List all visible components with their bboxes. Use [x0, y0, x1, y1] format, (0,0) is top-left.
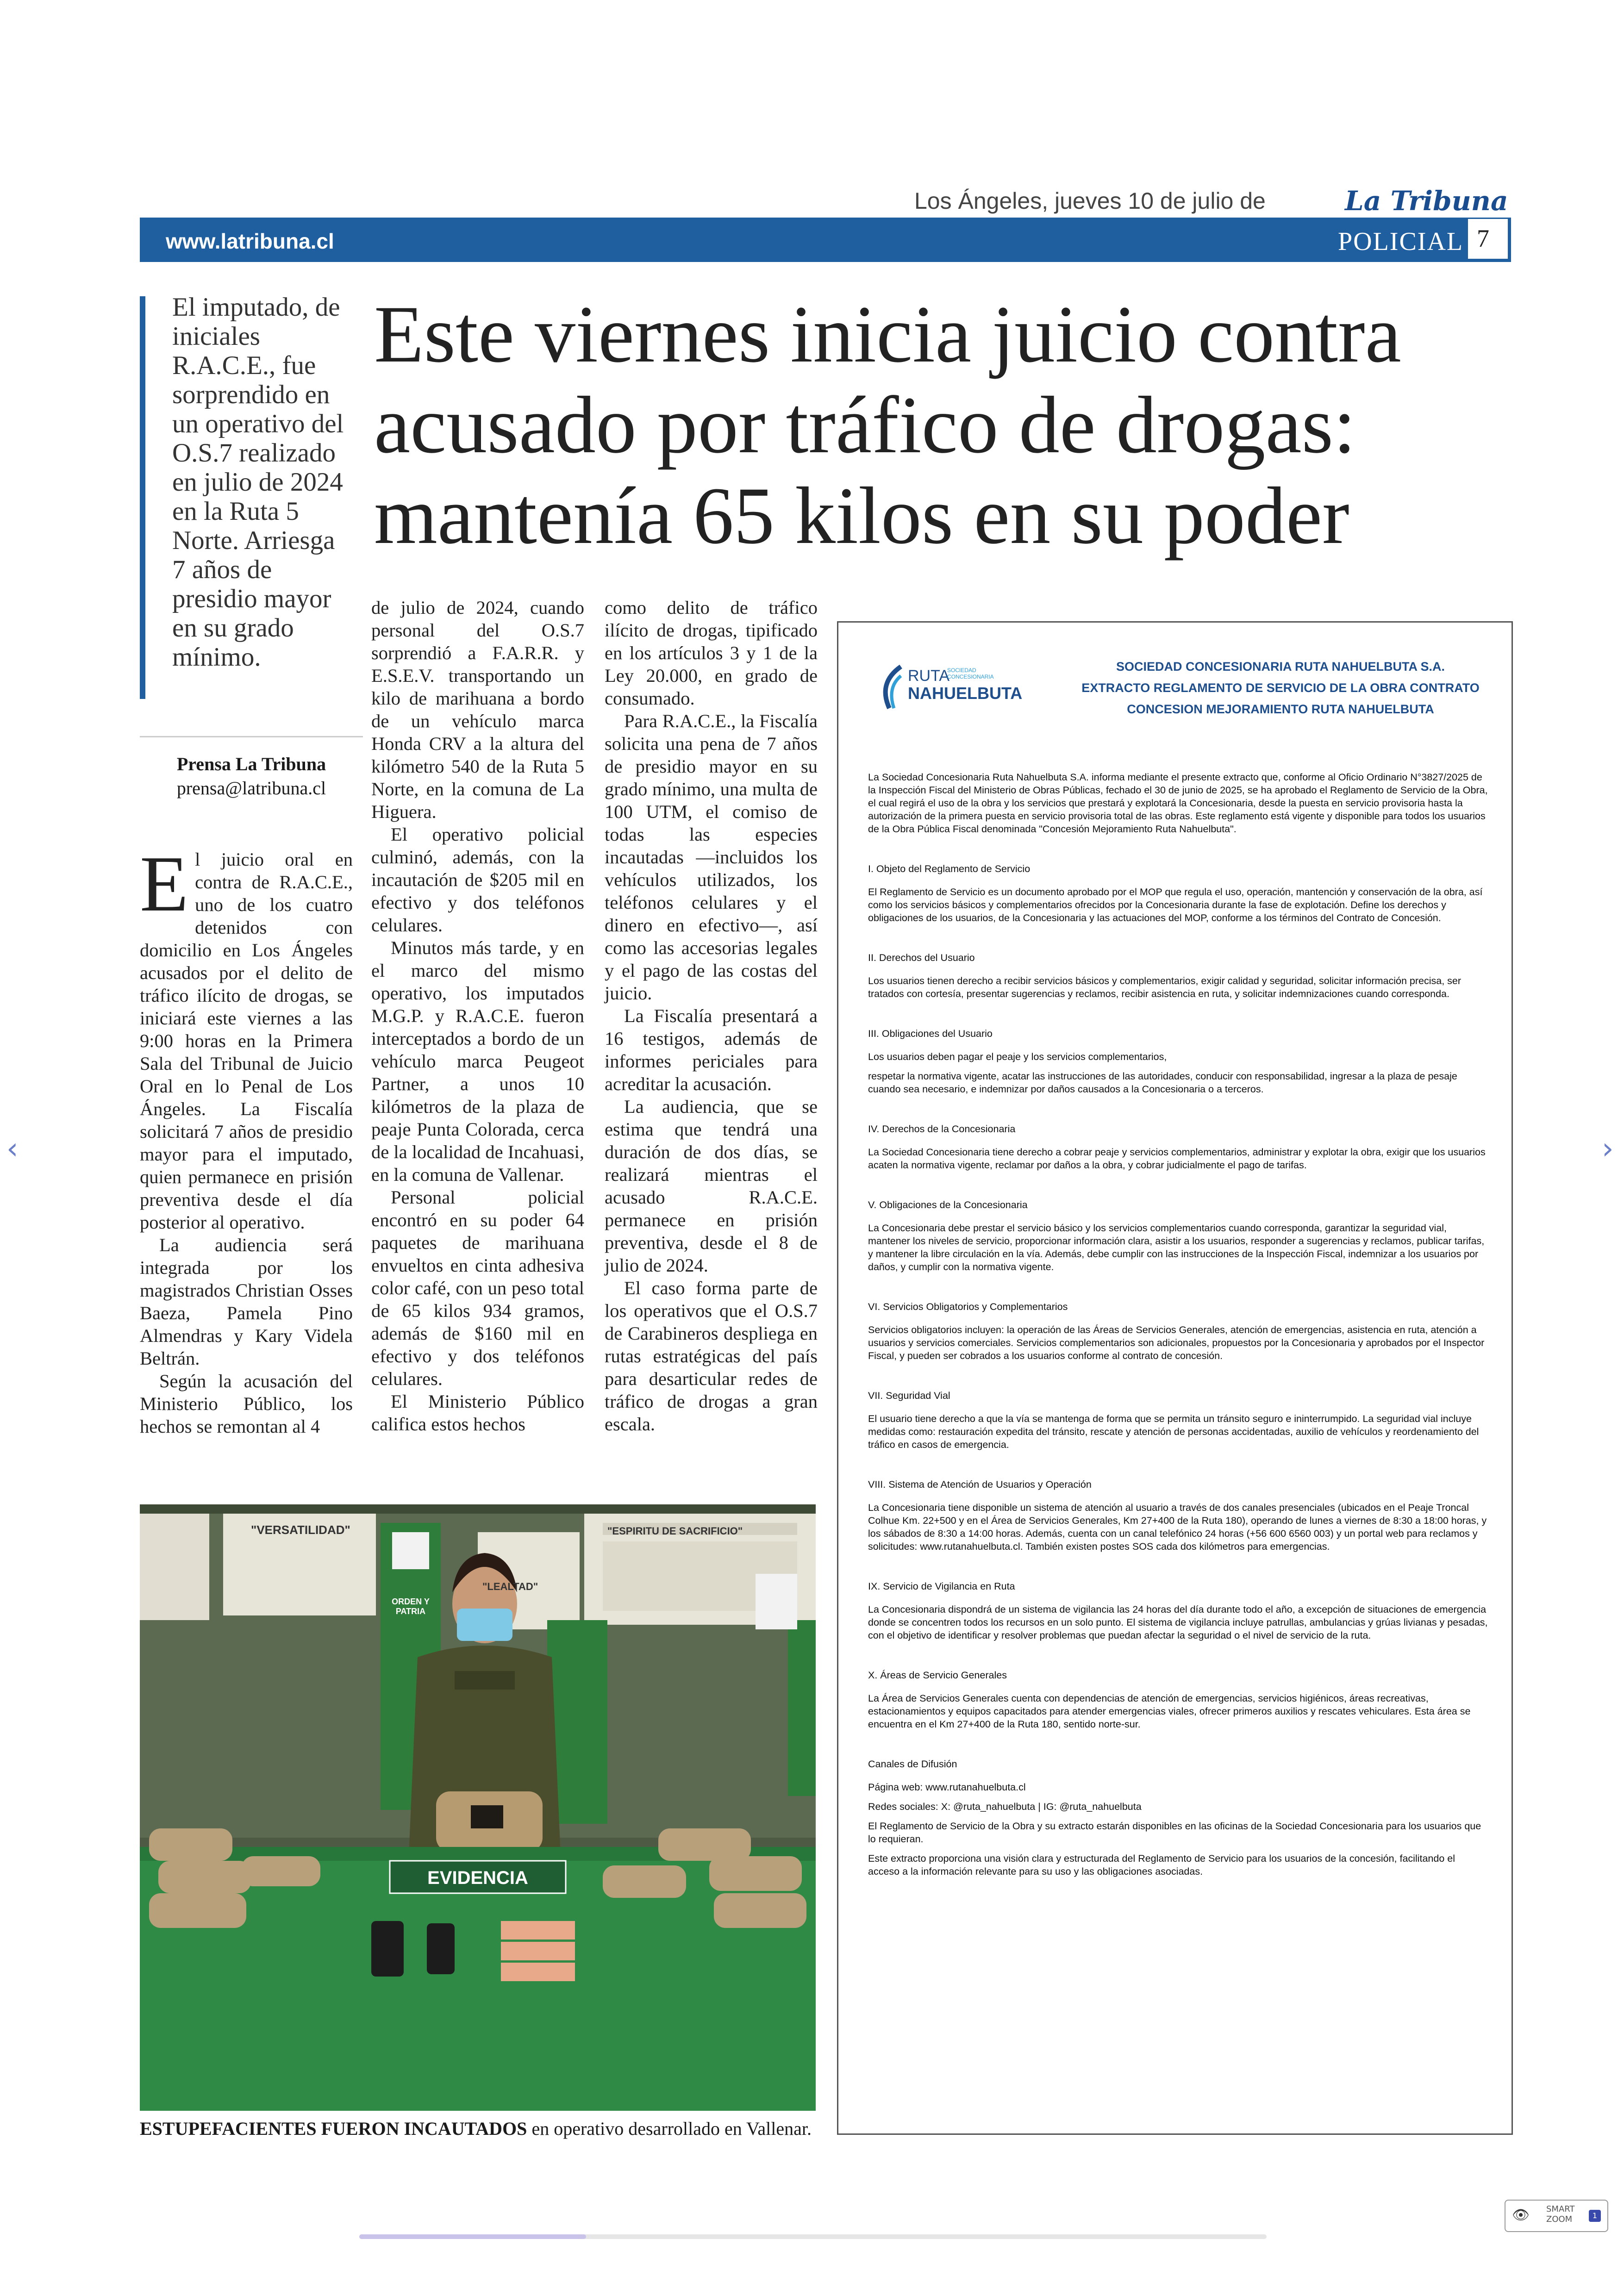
paragraph: El juicio oral en contra de R.A.C.E., uno de los cuatro detenidos con domicilio en Los Ángeles acusados por el delito de tráfico ilícito de drogas, se iniciará este viernes a las 9:00 horas en la Primera Sala del Tribunal de Juicio Oral en lo Penal de Los Ángeles. La Fiscalía solicitará 7 años de presidio mayor para el imputado, quien permanece en prisión preventiva desde el día posterior al operativo. — [140, 840, 353, 1233]
next-page-icon[interactable]: › — [1602, 1132, 1614, 1166]
article-summary: El imputado, de iniciales R.A.C.E., fue sorprendido en un operativo del O.S.7 realizado en julio de 2024 en la Ruta 5 Norte. Arriesga 7 años de presidio mayor en su grado mínimo. — [172, 293, 344, 672]
article-column-3 — [605, 596, 818, 1435]
notice-title: SOCIEDAD CONCESIONARIA RUTA NAHUELBUTA S.A. EXTRACTO REGLAMENTO DE SERVICIO DE LA OBRA CONTRATO CONCESION MEJORAMIENTO RUTA NAHUELBUTA — [1081, 660, 1480, 716]
notice-paragraph: La Concesionaria tiene disponible un sistema de atención al usuario a través de dos canales presenciales (ubicados en el Peaje Troncal Colhue Km. 22+500 y en el Área de Servicios Generales, Km 27+400 de la Ruta 180), operando de lunes a viernes de 8:30 a 18:00 horas, y los sábados de 8:30 a 14:00 horas. Además, cuenta con un canal telefónico 24 horas (+56 600 6560 003) y un portal web para reclamos y solicitudes: www.rutanahuelbuta.cl. También existen postes SOS cada dos kilómetros para emergencias. — [868, 1502, 1487, 1552]
notice-heading: IX. Servicio de Vigilancia en Ruta — [868, 1581, 1015, 1592]
headline: Este viernes inicia juicio contra acusado por tráfico de drogas: mantenía 65 kilos en su poder — [374, 289, 1401, 561]
paragraph: La Fiscalía presentará a 16 testigos, además de informes periciales para acreditar la acusación. — [605, 1005, 818, 1094]
dateline: Los Ángeles, jueves 10 de julio de — [914, 188, 1266, 214]
notice-heading: X. Áreas de Servicio Generales — [868, 1670, 1007, 1681]
page-progress-fill — [359, 2234, 586, 2239]
header-bar — [140, 218, 1511, 262]
ruta-logo-icon — [875, 664, 903, 711]
photo-caption: ESTUPEFACIENTES FUERON INCAUTADOS en operativo desarrollado en Vallenar. — [140, 2118, 812, 2139]
notice-body — [868, 771, 1488, 1884]
paragraph: La audiencia, que se estima que tendrá una duración de dos días, se realizará mientras el acusado R.A.C.E. permanece en prisión preventiva, desde el 8 de julio de 2024. — [605, 1096, 818, 1276]
banner-text: "LEALTAD" — [482, 1581, 538, 1592]
notice-heading: VII. Seguridad Vial — [868, 1390, 950, 1401]
flag-text: ORDEN Y PATRIA — [392, 1597, 430, 1616]
notice-intro: La Sociedad Concesionaria Ruta Nahuelbuta S.A. informa mediante el presente extracto que, conforme al Oficio Ordinario N°3827/2025 de la Inspección Fiscal del Ministerio de Obras Públicas, fechado el 30 de junio de 2025, se ha aprobado el Reglamento de Servicio de la Obra, el cual regirá el uso de la obra y los servicios que prestará y explotará la Concesionaria, desde la puesta en servicio provisoria hasta la autorización de la primera puesta en servicio provisoria total de las obras. Este reglamento está vigente y disponible para todos los usuarios de la Obra Pública Fiscal denominada "Concesión Mejoramiento Ruta Nahuelbuta". — [868, 772, 1488, 835]
notice-logo-top: RUTA — [908, 667, 950, 685]
notice-heading: II. Derechos del Usuario — [868, 952, 975, 963]
notice-paragraph: La Concesionaria debe prestar el servicio básico y los servicios complementarios cuando corresponda, garantizar la seguridad vial, mantener los niveles de servicio, proporcionar información clara, asistir a los usuarios, responder a sugerencias y reclamos, publicar tarifas, y mantener la libre circulación en la vía. Además, debe cumplir con las instrucciones de la Inspección Fiscal, indemnizar a los usuarios por daños, y cumplir con la normativa vigente. — [868, 1222, 1485, 1272]
byline-email: prensa@latribuna.cl — [176, 778, 326, 798]
notice-paragraph: La Concesionaria dispondrá de un sistema de vigilancia las 24 horas del día durante todo el año, a excepción de situaciones de emergencia donde se concentren todos los recursos en un solo punto. El sistema de vigilancia incluye patrullas, ambulancias y grúas livianas y pesadas, con el objetivo de identificar y resolver problemas que puedan afectar la seguridad o el nivel de servicio de la ruta. — [868, 1604, 1488, 1641]
paragraph: como delito de tráfico ilícito de drogas, tipificado en los artículos 3 y 1 de la Ley 20.000, en grado de consumado. — [605, 597, 818, 709]
evidence-sign: EVIDENCIA — [427, 1868, 528, 1888]
paragraph: El caso forma parte de los operativos que el O.S.7 de Carabineros despliega en rutas estratégicas del país para desarticular redes de tráfico de drogas a gran escala. — [605, 1278, 818, 1434]
notice-paragraph: La Sociedad Concesionaria tiene derecho a cobrar peaje y servicios complementarios, administrar y explotar la obra, exigir que los usuarios acaten la normativa vigente, reclamar por daños a la obra, y cobrar judicialmente el pago de tarifas. — [868, 1147, 1486, 1171]
notice-paragraph: Servicios obligatorios incluyen: la operación de las Áreas de Servicios Generales, atención de emergencias, asistencia en ruta, atención a usuarios y servicios comerciales. Servicios complementarios son adicionales, propuestos por la Concesionaria y aprobados por el Inspector Fiscal, y pueden ser cobrados a los usuarios conforme al contrato de concesión. — [868, 1324, 1485, 1361]
notice-paragraph: El Reglamento de Servicio de la Obra y su extracto estarán disponibles en las oficinas de la Sociedad Concesionaria para los usuarios que lo requieran. — [868, 1821, 1481, 1845]
divider — [140, 736, 363, 737]
newspaper-logo: La Tribuna — [1345, 185, 1508, 217]
notice-web: Página web: www.rutanahuelbuta.cl — [868, 1782, 1026, 1793]
paragraph: de julio de 2024, cuando personal del O.S.7 sorprendió a F.A.R.R. y E.S.E.V. transportando un kilo de marihuana a bordo de un vehículo marca Honda CRV a la altura del kilómetro 540 de la Ruta 5 Norte, en la comuna de La Higuera. — [371, 597, 584, 822]
paragraph: El operativo policial culminó, además, con la incautación de $205 mil en efectivo y dos teléfonos celulares. — [371, 824, 584, 935]
byline — [140, 752, 363, 800]
paragraph: Para R.A.C.E., la Fiscalía solicita una pena de 7 años de presidio mayor en su grado mínimo, una multa de 100 UTM, el comiso de todas las especies incautadas —incluidos los vehículos utilizados, los teléfonos celulares y el dinero en efectivo—, así como las accesorias legales y el pago de las costas del juicio. — [605, 711, 818, 1004]
section-label: POLICIAL — [1338, 227, 1464, 256]
zoom-badge: 1 — [1589, 2210, 1601, 2222]
drop-cap: E — [140, 840, 189, 928]
notice-paragraph: El usuario tiene derecho a que la vía se mantenga de forma que se permita un tránsito seguro e ininterrumpido. La seguridad vial incluye medidas como: restauración expedita del tránsito, rescate y atención de personas accidentadas, auxilio de vehículos y reordenamiento del tráfico en casos de emergencia. — [868, 1413, 1479, 1450]
notice-paragraph: Los usuarios deben pagar el peaje y los servicios complementarios, — [868, 1051, 1167, 1062]
smart-zoom-button[interactable] — [1505, 2200, 1608, 2232]
notice-heading: V. Obligaciones de la Concesionaria — [868, 1199, 1028, 1210]
website-link[interactable]: www.latribuna.cl — [166, 229, 334, 253]
byline-name: Prensa La Tribuna — [176, 754, 326, 774]
eye-icon: 👁 — [1512, 2207, 1530, 2223]
photo-illustration — [140, 1504, 816, 2111]
notice-paragraph: Los usuarios tienen derecho a recibir servicios básicos y complementarios, exigir calidad y seguridad, solicitar información precisa, ser tratados con cortesía, presentar sugerencias y reclamos, recibir asistencia en ruta, y solicitar indemnizaciones cuando corresponda. — [868, 975, 1462, 999]
article-column-2 — [371, 596, 584, 1435]
paragraph: Según la acusación del Ministerio Público, los hechos se remontan al 4 — [140, 1371, 353, 1437]
notice-heading: III. Obligaciones del Usuario — [868, 1028, 993, 1039]
news-photo — [140, 1504, 816, 2111]
notice-heading: Canales de Difusión — [868, 1759, 957, 1770]
zoom-label: SMART ZOOM — [1546, 2204, 1575, 2224]
paragraph: Minutos más tarde, y en el marco del mismo operativo, los imputados M.G.P. y R.A.C.E. fueron interceptados a bordo de un vehículo marca Peugeot Partner, a unos 10 kilómetros de la plaza de peaje Punta Colorada, cerca de la localidad de Incahuasi, en la comuna de Vallenar. — [371, 937, 584, 1185]
banner-text: "VERSATILIDAD" — [251, 1523, 350, 1537]
paragraph: Personal policial encontró en su poder 64 paquetes de marihuana envueltos en cinta adhesiva color café, con un peso total de 65 kilos 934 gramos, además de $160 mil en efectivo y dos teléfonos celulares. — [371, 1187, 584, 1389]
notice-heading: I. Objeto del Reglamento de Servicio — [868, 863, 1031, 874]
article-column-1 — [140, 840, 353, 1438]
notice-paragraph: respetar la normativa vigente, acatar las instrucciones de las autoridades, conducir con responsabilidad, ingresar a la plaza de pesaje cuando sea necesario, e indemnizar por daños causados a la Concesionaria o a terceros. — [868, 1071, 1457, 1095]
page-progress-bar[interactable] — [359, 2234, 1267, 2239]
page-number: 7 — [1477, 225, 1489, 252]
legal-notice — [837, 621, 1513, 2135]
notice-paragraph: Este extracto proporciona una visión clara y estructurada del Reglamento de Servicio para los usuarios de la concesión, facilitando el acceso a la información relevante para su uso y las obligaciones asociadas. — [868, 1853, 1455, 1877]
notice-heading: IV. Derechos de la Concesionaria — [868, 1123, 1016, 1135]
prev-page-icon[interactable]: ‹ — [6, 1132, 19, 1166]
notice-paragraph: El Reglamento de Servicio es un documento aprobado por el MOP que regula el uso, operación, mantención y conservación de la obra, así como los servicios básicos y complementarios ofrecidos por la Concesionaria durante la fase de explotación. Define los derechos y obligaciones de los usuarios, de la Concesionaria y las actuaciones del MOP, conforme a los términos del Contrato de Concesión. — [868, 886, 1483, 923]
notice-logo-bottom: NAHUELBUTA — [908, 684, 1023, 703]
notice-social: Redes sociales: X: @ruta_nahuelbuta | IG: @ruta_nahuelbuta — [868, 1801, 1142, 1812]
notice-paragraph: La Área de Servicios Generales cuenta con dependencias de atención de emergencias, servicios higiénicos, áreas recreativas, estacionamientos y equipos capacitados para atender emergencias viales, ofrecer primeros auxilios y rescates vehiculares. Esta área se encuentra en el Km 27+400 de la Ruta 180, sentido norte-sur. — [868, 1693, 1471, 1730]
notice-logo-small: SOCIEDAD CONCESIONARIA — [947, 667, 994, 680]
notice-heading: VIII. Sistema de Atención de Usuarios y Operación — [868, 1479, 1092, 1490]
notice-heading: VI. Servicios Obligatorios y Complementarios — [868, 1301, 1068, 1312]
banner-text: "ESPIRITU DE SACRIFICIO" — [607, 1525, 743, 1537]
paragraph: La audiencia será integrada por los magistrados Christian Osses Baeza, Pamela Pino Almendras y Kary Videla Beltrán. — [140, 1235, 353, 1369]
paragraph: El Ministerio Público califica estos hechos — [371, 1391, 584, 1434]
sidebar-rule — [140, 296, 145, 699]
